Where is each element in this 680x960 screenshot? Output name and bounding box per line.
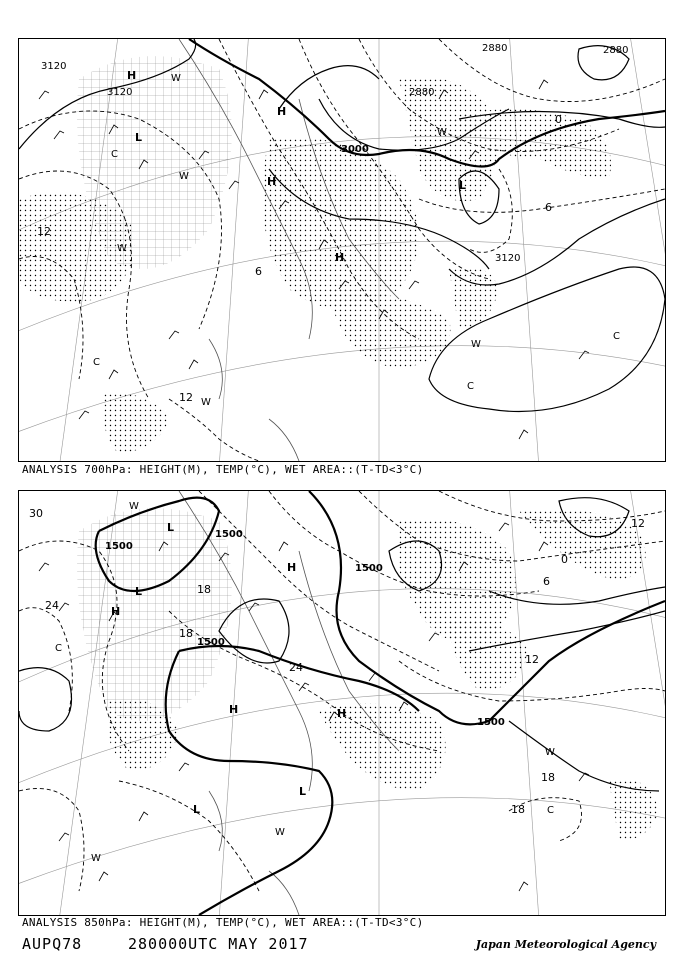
cold-center: C [613,331,620,342]
temp-label: 6 [255,265,262,278]
warm-center: W [179,171,189,182]
cold-center: C [547,805,554,816]
weather-map-850hpa [18,490,666,916]
warm-center: W [91,853,101,864]
temp-label: 12 [525,653,539,666]
height-label: 1500 [477,717,505,728]
high-center: H [335,251,345,264]
map-850hpa-graphics [19,491,665,915]
low-center: L [299,785,307,798]
low-center: L [135,585,143,598]
valid-time: 280000UTC MAY 2017 [128,935,309,953]
height-label: 3120 [107,87,133,98]
temp-label: 18 [511,803,525,816]
temp-label: 24 [45,599,59,612]
warm-center: W [471,339,481,350]
low-center: L [167,521,175,534]
warm-center: W [437,127,447,138]
warm-center: W [129,501,139,512]
agency-name: Japan Meteorological Agency [475,938,656,951]
low-center: L [459,179,467,192]
caption-850hpa: ANALYSIS 850hPa: HEIGHT(M), TEMP(°C), WET AREA::(T-TD<3°C) [22,916,424,929]
height-label: 1500 [215,529,243,540]
warm-center: W [275,827,285,838]
cold-center: C [111,149,118,160]
low-center: L [193,803,201,816]
caption-700hpa: ANALYSIS 700hPa: HEIGHT(M), TEMP(°C), WET AREA::(T-TD<3°C) [22,463,424,476]
temp-label: 6 [545,201,552,214]
high-center: H [111,605,121,618]
warm-center: W [171,73,181,84]
height-label: 1500 [355,563,383,574]
temp-label: 12 [631,517,645,530]
temp-label: 6 [543,575,550,588]
height-label: 1500 [197,637,225,648]
cold-center: C [467,381,474,392]
height-label: 3000 [341,144,369,155]
temp-label: 18 [541,771,555,784]
high-center: H [337,707,347,720]
warm-center: W [545,747,555,758]
height-label: 2880 [482,43,508,54]
high-center: H [127,69,137,82]
weather-map-700hpa [18,38,666,462]
cold-center: C [93,357,100,368]
warm-center: W [201,397,211,408]
temp-label: 18 [197,583,211,596]
hatched-area [77,508,232,721]
cold-center: C [55,643,62,654]
high-center: H [267,175,277,188]
height-label: 2880 [603,45,629,56]
temp-label: 30 [29,507,43,520]
warm-center: W [117,243,127,254]
temp-label: 0 [561,553,568,566]
temp-label: 12 [37,225,51,238]
chart-code: AUPQ78 [22,935,83,953]
high-center: H [229,703,239,716]
height-label: 3120 [41,61,67,72]
low-center: L [135,131,143,144]
temp-label: 12 [179,391,193,404]
height-label: 2880 [409,87,435,98]
hatched-area [77,56,232,269]
high-center: H [287,561,297,574]
height-label: 3120 [495,253,521,264]
temp-label: 18 [179,627,193,640]
temp-label: 0 [555,113,562,126]
map-700hpa-graphics [19,39,665,461]
temp-label: 24 [289,661,303,674]
height-label: 1500 [105,541,133,552]
high-center: H [277,105,287,118]
